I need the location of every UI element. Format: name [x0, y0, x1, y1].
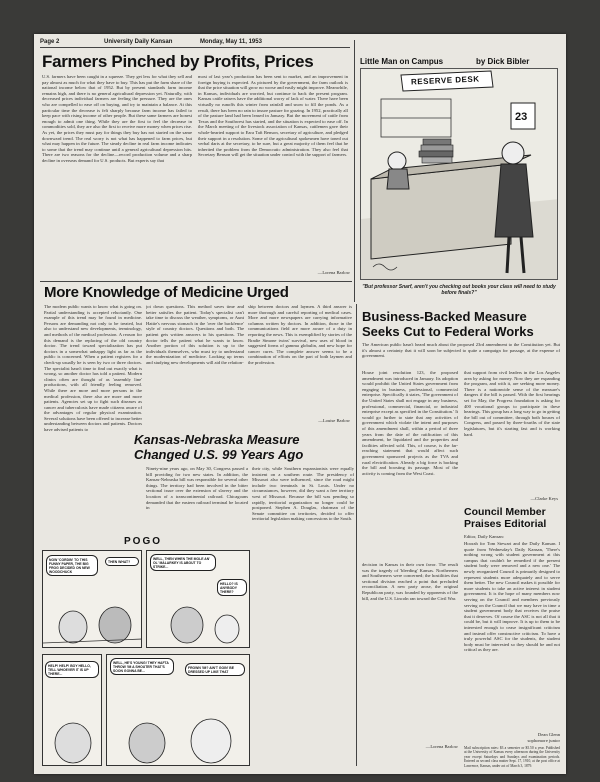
- farmers-column-1: U.S. farmers have been caught in a squeeze. They get less for what they sell and pay almost as much for what they have to buy. This has put the farm share of the national income below that of 1952. But by present standards farm income remains high, and there is no general agricultural depression yet. Naturally, with decreased prices individual farmers are feeling the pressure. They are the ones who are compelled to ease off on buying, and try to maintain a balance. At this particular time the decrease is felt sharply because farm income has failed to keep pace with rising income of other people. But these same farmers are honest enough to admit one thing. While they are the first to feel the decrease in commodities sold, they are also the first to receive more money when prices rise. As yet, the prices they must pay for things they buy has not started on the same downward trend. The real worry is not what has happened to farm prices, but what may happen in the future. The steady decline in real farm income indicates to some that the trend may continue until a general agricultural depression hits. There are two reasons for the decline—record production volume and a sharp decline in overseas demand for U.S. products. But experts say that: [42, 74, 192, 163]
- kansas-column-3: decision in Kansas in their own favor. The result was the tragedy of 'bleeding' Kansas. Northerners and Southerners were concerned; the hostilities that sectional division reached a point that precluded reconciliation. A new party arose, the original Republican party, was founded by opponents of the bill, and the U.S. Lincoln ran toward the Civil War.: [362, 562, 458, 601]
- cartoon-caption: "But professor Snarf, aren't you checking out books your class will need to study before finals?": [362, 284, 556, 296]
- medicine-column-3: ship between doctors and laymen. A third answer is more thorough and careful reporting of medical cases. More and more newspapers are carrying informative columns written by doctors. In addition, those in the communications field are more aware of a duty in reporting the news. This is exemplified by stories of the Bradie Simone twins' survival, new uses of blood in suggested forms of gamma globulin, and new hope for cancer cures. The complete answer seems to be a combination of efforts on the part of both laymen and the profession.: [248, 304, 352, 365]
- council-salutation: Editor, Daily Kansan:: [464, 534, 505, 539]
- business-lead: The American public hasn't heard much about the proposed 23rd amendment to the Constitution yet. But it's almost a certainty that it will soon be subjected to quite a campaign for passage, at the expense of government.: [362, 342, 560, 359]
- pogo-panel-2: [146, 550, 250, 648]
- medicine-headline: More Knowledge of Medicine Urged: [44, 284, 289, 301]
- council-signature: Dean Glenn: [537, 732, 560, 737]
- pogo-bubble-2b: HELLO? IS ANYBODY THERE?: [217, 579, 247, 596]
- page-number: Page 2: [40, 39, 60, 45]
- column-rule-2: [356, 304, 357, 766]
- pogo-bubble-4a: WELL, HE'S YOUNG! THEY HAFTA THROW 'IM A SHOUTER THAT'S SOON GONNA BE...: [110, 658, 174, 675]
- council-signature-note: sophomore junior: [527, 738, 560, 743]
- business-column-1: House joint resolution 123, the proposed amendment was introduced in January. Its adoption would prohibit the United States government from engaging in business, professional, commercial enterprise. Specifically it states, 'The government of the United States shall not engage in any business, professional, commercial, financial, or industrial enterprise except as specified in the Constitution.' It would go further to state that any activities of government which violate the intent and purposes of this amendment shall, within a period of three years from the date of the ratification of this amendment, be liquidated and the properties and facilities affected sold. This, of course, is the far-reaching statement that would affect such government sponsored projects as the TVA and rural electrification. Already a big force is backing the bill and boosting its passage. Most of the activity is coming from the West Coast.: [362, 370, 458, 476]
- farmers-headline: Farmers Pinched by Profits, Prices: [42, 52, 314, 71]
- council-letter: Hoorah for Tom Stewart and the Daily Kansan. I quote from Wednesday's Daily Kansan, 'There's nothing wrong with student government at this campus that couldn't be remedied if the present student body were removed and a new one.' The newly reorganized Council is primarily designed to represent students more adequately and to serve them better. The new Council makes it possible for more students to take an active interest in student government. It is the hope of many members now serving on the Council and members previously serving on the Council that we may have in time a student government body that receives the praise that it deserves. Of course the ASC is not all that it could be, but it will improve. It is up to them to be interested enough to cease insignificant criticism and instead offer constructive criticism. To have a truly powerful ASC for the students, the student body must be interested so they should be and not critical as they are.: [464, 541, 560, 653]
- medicine-byline: —Louise Barlow: [318, 418, 350, 423]
- reserve-desk-sign: RESERVE DESK: [410, 74, 480, 87]
- calendar-date: 23: [515, 111, 528, 123]
- header-rule: [40, 47, 350, 48]
- council-headline: Council Member Praises Editorial: [464, 506, 547, 530]
- issue-date: Monday, May 11, 1953: [200, 39, 262, 45]
- pogo-bubble-3a: HELP! HELP! BOY HELLO, TELL WHOEVER IT IS UP THERE...: [45, 661, 99, 678]
- business-byline: —Clarke Keys: [530, 496, 558, 501]
- section-rule: [40, 281, 352, 282]
- medicine-column-1: The modern public wants to know what is going on. Partial understanding is accepted reluctantly. One example of this trend may be found in medicine. Persons are demanding not only to be treated, but also to understand new developments, terminology, and methods of the medical profession. A reason for this demand is the replacing of the old country doctor. The trend toward specialization has put doctors in a somewhat unhappy light as far as the public is concerned. When a patient registers for a check-up usually he is seen by two or three doctors. The specialist hasn't time to find out exactly what is wrong, so another doctor has told a patient. Modern clinics often are thought of as 'assembly line' productions, with all friendly feeling removed. While there are more and more persons in the medical profession, there also are more and more patients. Agencies set up to fight such diseases as cancer and tuberculosis have made citizens aware of the advantages of regular physical examination. Several solutions have been offered to increase better understanding between doctors and patients. Doctors have advised patients to: [44, 304, 142, 433]
- newspaper-page: [34, 34, 566, 774]
- pogo-panel-3: [42, 654, 102, 766]
- cartoon-drawing: [361, 69, 558, 280]
- pogo-bubble-2a: WELL, THEN WHEN THE MOLE AN' OL' MALARKEY IS ABOUT TO STRIKE...: [150, 554, 216, 571]
- medicine-column-2: jot down questions. This method saves time and better satisfies the patient. Today's specialist can't take time to discuss the weather, symptoms, or Aunt Hattie's nervous stomach in the 'over the backfence' style of country doctors. Questions and both. The patient gets written answers to his questions. The doctor tells the patient what he wants to know. Another portion of this solution is up to the individuals themselves, who must try to understand the modernization of medicine. Looking up terms and studying new developments will aid the relation-: [146, 304, 244, 365]
- cartoon-panel: [360, 68, 558, 280]
- pogo-title: POGO: [124, 536, 163, 547]
- pogo-bubble-1b: THEN WHAT?: [105, 557, 139, 566]
- farmers-byline: —Lorena Barlow: [317, 270, 350, 275]
- pogo-strip: [42, 536, 250, 768]
- pogo-bubble-4b: FROWN 'IM? AIN'T GOIN' BE DRESSED UP LIKE THAT: [185, 663, 245, 676]
- farmers-column-2: most of last year's production has been sent to market, and an improvement in foreign buying is expected. As pictured by the government, the farm outlook is that the price situation will grow no worse and easily might improve. Meanwhile, in Kansas, individuals are worried, but continue to back the present program. Kansas cattle raisers have the additional worry of lack of water. There have been virtually no runoffs this winter from rainfall and snow to fill the ponds. As a result, there has been no rain to insure pasture for grazing. In 1952, practically all of the pasture land had been leased in January. But the movement of cattle from Texas and the Southwest has started, and the situation is expected to ease off. In the March meeting of the livestock association of Kansas, cattlemen gave their whole-hearted support to Ezra Taft Benson, secretary of agriculture, and pledged their support in a resolution. Some of the agricultural spokesmen have toned out verbal darts at the secretary, to be sure, but a great majority of them feel that he inherited the problem from the Democratic administration. They also feel that Secretary Benson will get the situation under control with the support of farmers.: [198, 74, 348, 158]
- paper-name: University Daily Kansan: [104, 39, 173, 45]
- kansas-column-2: their city, while Southern expansionists were equally insistent on a southern route. The presidency of Missouri also were influenced, since the road might include two terminals in St. Louis. Under no circumstances, however, did they want a free territory west of Missouri. Because the bill was pending so rapidly, territorial organization no longer could be postponed. Stephen A. Douglas, chairman of the Senate committee on territories, decided to offer territorial legislation making concessions to the South.: [252, 466, 354, 522]
- cartoon-title: Little Man on Campus: [360, 57, 444, 66]
- kansas-headline: Kansas-Nebraska Measure Changed U.S. 99 Years Ago: [134, 432, 304, 462]
- kansas-column-1: Ninety-nine years ago, on May 30, Congress passed a bill providing for two new states. In addition, the Kansas-Nebraska bill was responsible for several other things. The territory had been involved in the bitter sectional issue over the extension of slavery and the location of a transcontinental railroad. Chicagoans demanded that the eastern railroad terminal be located in: [146, 466, 248, 511]
- business-headline: Business-Backed Measure Seeks Cut to Federal Works: [362, 309, 534, 339]
- pogo-panel-1: [42, 550, 142, 648]
- kansas-byline: —Lorena Barlow: [425, 744, 458, 749]
- pogo-bubble-1a: NOW 'CORDIN' TO THIS FUNNY PAPER, THE BIG FROG DECIDED ON NEW WOODCHUCK: [46, 555, 98, 576]
- pogo-panel-4: [106, 654, 250, 766]
- column-rule: [354, 40, 355, 302]
- business-column-2: that support from civil leaders in the Los Angeles area by asking for money. Now they are expanding the program, and with it, are seeking more money. There is a nationwide sense of the measure's dangers if the bill is passed. With the first hearings set for May, the Progress foundation is asking for 400 vocational groups to participate in these hearings. This group has a long way to go in getting the bill out of committee, through both houses of Congress, and passed by three-fourths of the state legislatures, but it's starting fast and is working hard.: [464, 370, 560, 437]
- cartoon-author: by Dick Bibler: [476, 57, 530, 66]
- masthead: Mail subscription rates: $3 a semester or $5.50 a year. Published at the University of Kansas every afternoon during the University year except Saturdays and Sundays and examination periods. Entered as second class matter Sept. 17, 1910, at the post office at Lawrence, Kansas, under act of March 3, 1879.: [464, 746, 560, 768]
